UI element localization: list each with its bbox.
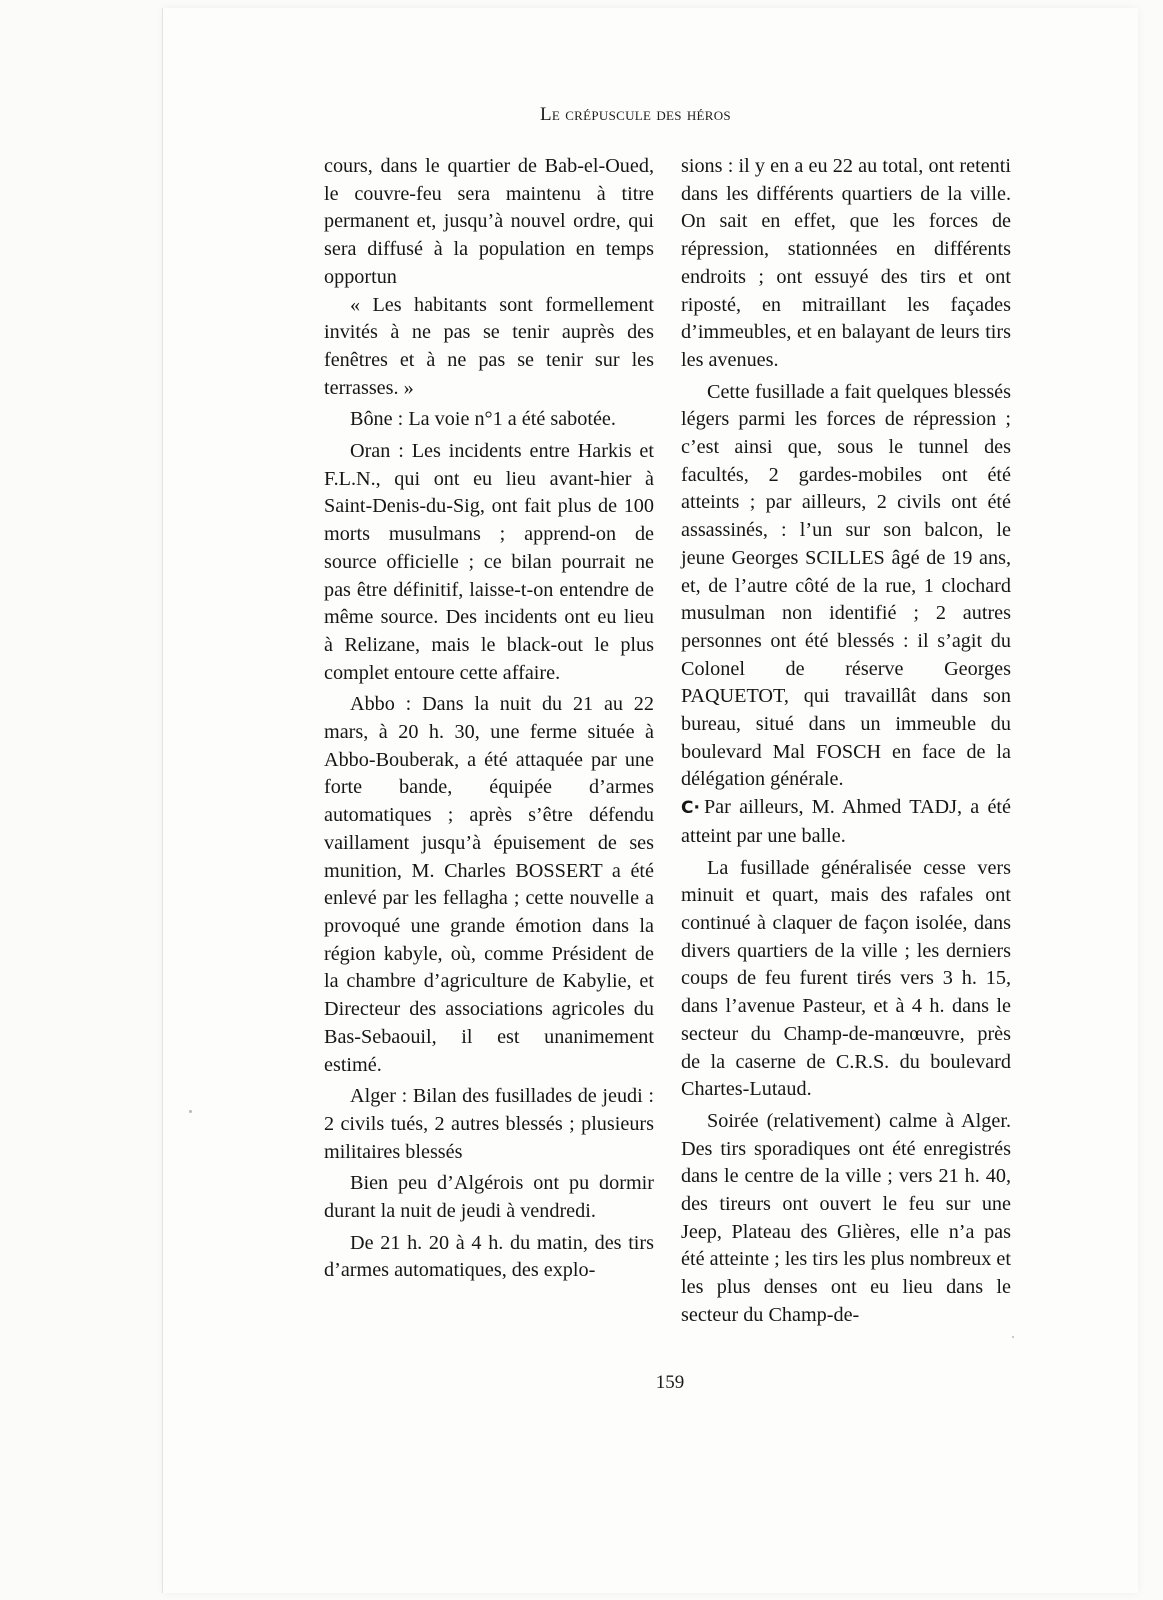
- paragraph: Abbo : Dans la nuit du 21 au 22 mars, à 20 h. 30, une ferme située à Abbo-Bouberak, a été attaquée par une forte bande, équipée d’armes automatiques ; après s’être défendu vaillament jusqu’à épuisement de ses munition, M. Charles BOSSERT a été enlevé par les fellagha ; cette nouvelle a provoqué une grande émotion dans la région kabyle, où, comme Président de la chambre d’agriculture de Kabylie, et Directeur des associations agricoles du Bas-Sebaouil, il est unanimement estimé.: [324, 693, 654, 1076]
- paragraph: sions : il y en a eu 22 au total, ont retenti dans les différents quartiers de la ville. On sait en effet, que les forces de répression, stationnées en différents endroits ; ont essuyé des tirs et ont riposté, en mitraillant les façades d’immeubles, et en balayant de leurs tirs les avenues.: [681, 155, 1011, 371]
- paragraph: cours, dans le quartier de Bab-el-Oued, le couvre-feu sera maintenu à titre permanent et, jusqu’à nouvel ordre, qui sera diffusé à la population en temps opportun: [324, 155, 654, 288]
- paragraph: Bien peu d’Algérois ont pu dormir durant la nuit de jeudi à vendredi.: [324, 1172, 654, 1223]
- paragraph: Oran : Les incidents entre Harkis et F.L.N., qui ont eu lieu avant-hier à Saint-Denis-du-Sig, ont fait plus de 100 morts musulmans ; apprend-on de source officielle ; ce bilan pourrait ne pas être définitif, laisse-t-on entendre de même source. Des incidents ont eu lieu à Relizane, mais le black-out le plus complet entoure cette affaire.: [324, 440, 654, 684]
- paragraph: Cette fusillade a fait quelques blessés légers parmi les forces de répression ; c’est ainsi que, sous le tunnel des facultés, 2 gardes-mobiles ont été atteints ; par ailleurs, 2 civils ont été assassinés, : l’un sur son balcon, le jeune Georges SCILLES âgé de 19 ans, et, de l’autre côté de la rue, 1 clochard musulman non identifié ; 2 autres personnes ont été blessés : il s’agit du Colonel de réserve Georges PAQUETOT, qui travaillât dans son bureau, situé dans un immeuble du boulevard Mal FOSCH en face de la délégation générale.: [681, 380, 1011, 791]
- paragraph: Alger : Bilan des fusillades de jeudi : 2 civils tués, 2 autres blessés ; plusieurs militaires blessés: [324, 1085, 654, 1163]
- paragraph: « Les habitants sont formellement invités à ne pas se tenir auprès des fenêtres et à ne pas se tenir sur les terrasses. »: [324, 293, 654, 399]
- paragraph: Bône : La voie n°1 a été sabotée.: [350, 408, 616, 431]
- paragraph: De 21 h. 20 à 4 h. du matin, des tirs d’armes automatiques, des explo-: [324, 1231, 654, 1282]
- paragraph: [681, 794, 1011, 850]
- paragraph: Soirée (relativement) calme à Alger. Des tirs sporadiques ont été enregistrés dans le centre de la ville ; vers 21 h. 40, des tireurs ont ouvert le feu sur une Jeep, Plateau des Glières, elle n’a pas été atteinte ; les tirs les plus nombreux et les plus denses ont eu lieu dans le secteur du Champ-de-: [681, 1109, 1011, 1326]
- running-header: Le crépuscule des héros: [540, 104, 731, 125]
- scan-speck: [189, 1110, 192, 1113]
- left-text-column: [324, 153, 654, 1285]
- scan-speck: [1012, 1336, 1014, 1338]
- paragraph-text: Par ailleurs, M. Ahmed TADJ, a été atteint par une balle.: [681, 796, 1011, 847]
- paragraph: La fusillade généralisée cesse vers minuit et quart, mais des rafales ont continué à claquer de façon isolée, dans divers quartiers de la ville ; les derniers coups de feu furent tirés vers 3 h. 15, dans l’avenue Pasteur, et à 4 h. dans le secteur du Champ-de-manœuvre, près de la caserne de C.R.S. du boulevard Chartes-Lutaud.: [681, 856, 1011, 1101]
- page-number: 159: [655, 1372, 685, 1393]
- right-text-column: [681, 153, 1011, 1330]
- margin-mark: C·: [681, 798, 700, 819]
